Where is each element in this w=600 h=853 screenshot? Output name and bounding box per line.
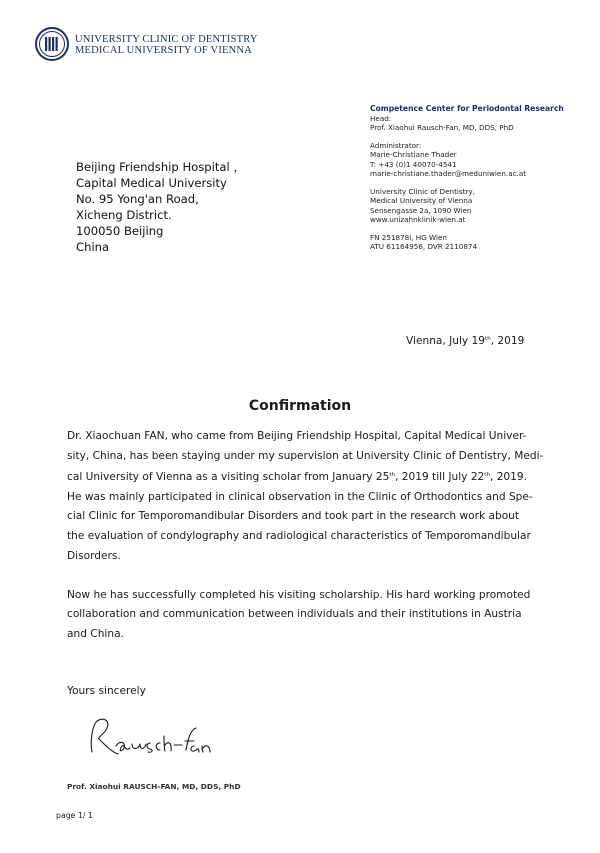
sender-info bbox=[370, 104, 590, 260]
admin-label: Administrator: bbox=[370, 140, 422, 150]
recipient-line: Beijing Friendship Hospital ， bbox=[76, 160, 246, 174]
institution-name-line1: UNIVERSITY CLINIC OF DENTISTRY bbox=[75, 34, 258, 45]
registration-line: FN 251878i, HG Wien bbox=[370, 232, 447, 242]
recipient-line: China bbox=[76, 240, 110, 254]
letter-body bbox=[67, 427, 547, 664]
admin-email: marie-christiane.thader@meduniwien.ac.at bbox=[370, 169, 527, 178]
head-name: Prof. Xiaohui Rausch-Fan, MD, DDS, PhD bbox=[370, 123, 514, 132]
admin-name: Marie-Christiane Thader bbox=[370, 150, 457, 159]
letterhead-logo bbox=[35, 27, 258, 63]
page-number: page 1/ 1 bbox=[56, 811, 93, 820]
handwritten-signature bbox=[86, 712, 216, 762]
letter-date: Vienna, July 19th, 2019 bbox=[406, 335, 525, 347]
signatory-name: Prof. Xiaohui RAUSCH-FAN, MD, DDS, PhD bbox=[67, 782, 241, 791]
university-seal-icon bbox=[35, 27, 69, 61]
institution-name-line2: MEDICAL UNIVERSITY OF VIENNA bbox=[75, 45, 252, 56]
recipient-line: Xicheng District. bbox=[76, 208, 172, 222]
admin-phone: T: +43 (0)1 40070-4541 bbox=[370, 159, 457, 169]
address-line: Sensengasse 2a, 1090 Wien bbox=[370, 205, 472, 215]
address-line: University Clinic of Dentistry, bbox=[370, 186, 475, 196]
recipient-line: Capital Medical University bbox=[76, 176, 227, 190]
head-label: Head: bbox=[370, 113, 392, 123]
body-paragraph: Now he has successfully completed his visiting scholarship. His hard working promoted collaboration and communication between individuals and their institutions in Austria and China. bbox=[67, 588, 531, 640]
body-paragraph: Dr. Xiaochuan FAN, who came from Beijing Friendship Hospital, Capital Medical Univer- sity, China, has been staying under my supervision at University Clinic of Dentistry, Medi- cal University of Vienna as a visiting scholar from January 25th, 2019 till July 22th, 2019. He was mainly participated in clinical observation in the Clinic of Orthodontics and Spe- cial Clinic for Temporomandibular Disorders and took part in the research work about the evaluation of condylography and radiological characteristics of Temporomandibular Disorders. bbox=[67, 430, 544, 562]
website: www.unizahnklinik-wien.at bbox=[370, 215, 466, 224]
registration-line: ATU 61164956, DVR 2110874 bbox=[370, 242, 478, 251]
recipient-line: 100050 Beijing bbox=[76, 224, 164, 238]
letter-title: Confirmation bbox=[248, 398, 352, 414]
recipient-address bbox=[76, 159, 245, 255]
recipient-line: No. 95 Yong'an Road, bbox=[76, 192, 199, 206]
center-title: Competence Center for Periodontal Research bbox=[370, 104, 564, 113]
address-line: Medical University of Vienna bbox=[370, 196, 473, 205]
closing-salutation: Yours sincerely bbox=[67, 685, 146, 697]
